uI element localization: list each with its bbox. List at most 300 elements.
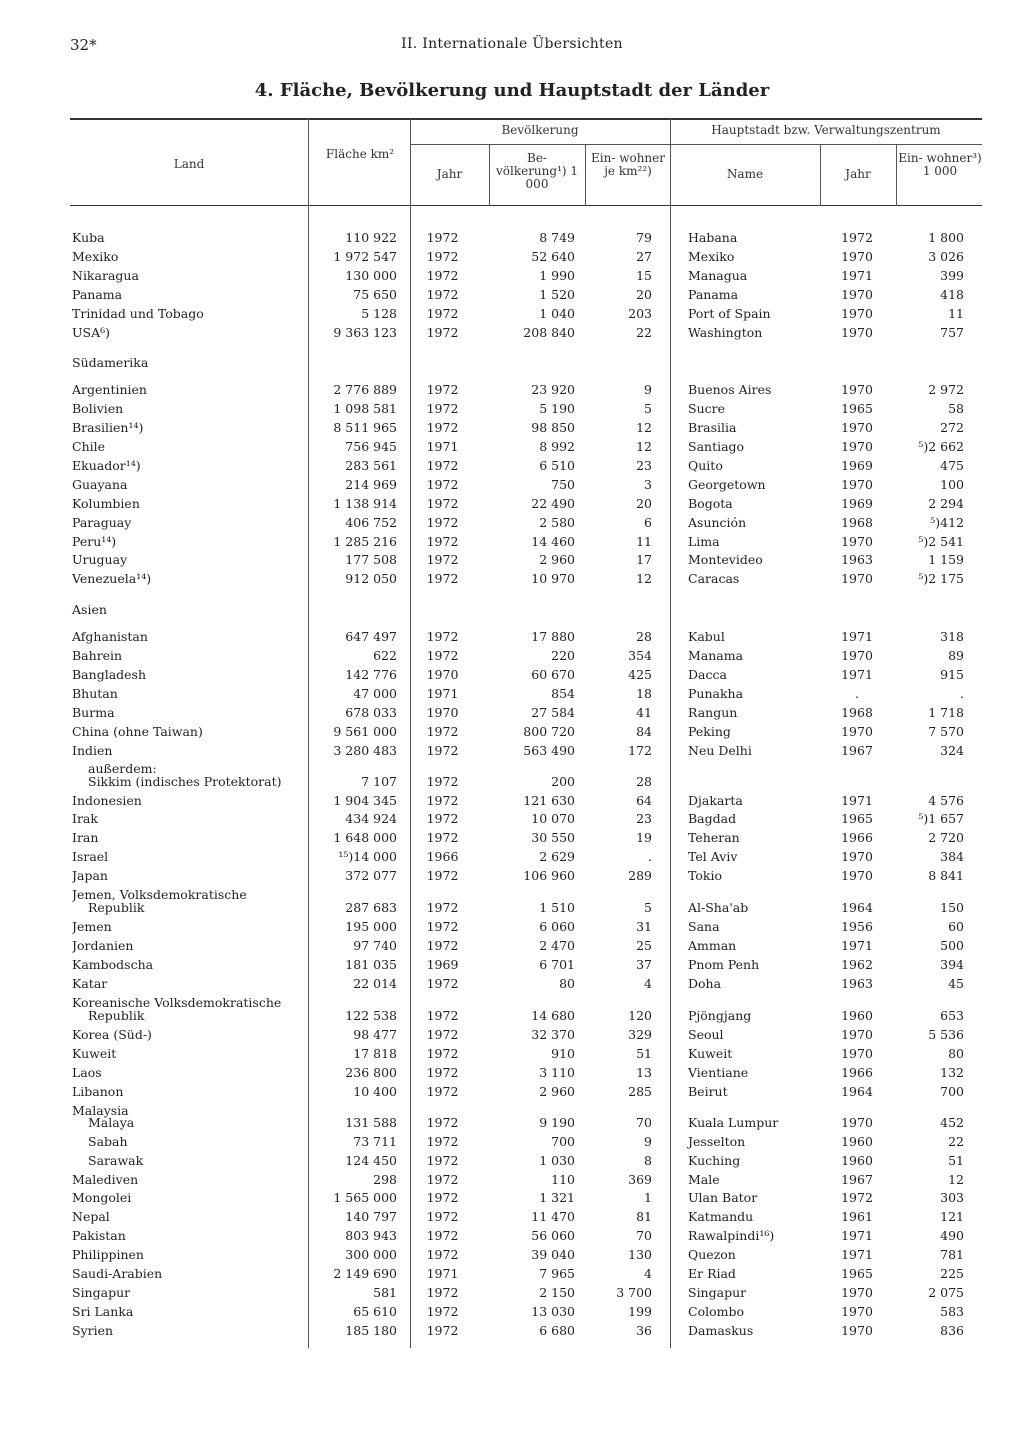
country-name: Kuweit	[72, 1045, 117, 1061]
table-row	[70, 686, 982, 705]
capital-population: 2 972	[928, 382, 964, 398]
population-thousands: 23 920	[531, 382, 575, 398]
population-thousands: 8 992	[539, 439, 575, 454]
population-year: 1972	[426, 773, 459, 789]
table-row	[70, 1304, 982, 1323]
table-row	[70, 458, 982, 477]
country-name: Saudi-Arabien	[72, 1266, 163, 1282]
density-per-km2: 27	[636, 248, 652, 264]
capital-population: 225	[940, 1266, 964, 1282]
table-row	[70, 724, 982, 743]
country-name: Kolumbien	[72, 495, 140, 511]
table-row	[70, 401, 982, 420]
country-name: Peru¹⁴)	[72, 533, 117, 549]
capital-name: Mexiko	[688, 248, 735, 264]
population-year: 1972	[426, 868, 459, 884]
header-flaeche: Fläche km²	[325, 147, 395, 161]
table-row	[70, 287, 982, 306]
country-name: Singapur	[72, 1284, 131, 1300]
area-km2: 912 050	[345, 571, 397, 587]
capital-population: 7 570	[928, 723, 964, 739]
density-per-km2: 17	[636, 552, 652, 568]
density-per-km2: 20	[636, 495, 652, 511]
area-km2: 75 650	[353, 286, 397, 302]
area-km2: 130 000	[345, 267, 397, 283]
area-km2: 1 285 216	[333, 533, 397, 549]
table-row	[70, 1323, 982, 1342]
population-thousands: 9 190	[539, 1114, 575, 1130]
country-name: Philippinen	[72, 1247, 144, 1263]
population-thousands: 2 960	[539, 552, 575, 568]
population-thousands: 563 490	[523, 742, 575, 758]
capital-year: 1966	[841, 830, 873, 846]
population-year: 1972	[426, 286, 459, 302]
country-name: Jemen, Volksdemokratische	[72, 887, 247, 903]
capital-population: 1 718	[928, 704, 964, 720]
country-name: Libanon	[72, 1083, 124, 1099]
population-year: 1972	[426, 230, 459, 245]
capital-population: 80	[948, 1045, 964, 1061]
capital-name: Beirut	[688, 1083, 728, 1099]
density-per-km2: 203	[628, 305, 652, 321]
area-km2: 756 945	[345, 439, 397, 454]
area-km2: 22 014	[353, 975, 397, 991]
capital-name: Amman	[688, 938, 737, 954]
table-row	[70, 571, 982, 590]
country-name: Brasilien¹⁴)	[72, 420, 144, 436]
area-km2: 17 818	[353, 1045, 397, 1061]
capital-name: Santiago	[688, 439, 745, 454]
population-thousands: 80	[559, 975, 575, 991]
table-row	[70, 439, 982, 458]
capital-name: Tel Aviv	[688, 849, 738, 865]
capital-name: Pnom Penh	[688, 957, 760, 972]
capital-population: 11	[948, 305, 964, 321]
density-per-km2: 3 700	[616, 1284, 652, 1300]
population-year: 1969	[426, 957, 459, 972]
capital-population: 2 720	[928, 830, 964, 846]
capital-population: 3 026	[928, 248, 964, 264]
capital-year: 1969	[841, 457, 873, 473]
table-row	[70, 1134, 982, 1153]
population-year: 1972	[426, 305, 459, 321]
country-name: Burma	[72, 704, 115, 720]
table-row	[70, 743, 982, 762]
area-km2: 1 972 547	[333, 248, 397, 264]
population-thousands: 1 990	[539, 267, 575, 283]
capital-year: 1970	[841, 533, 873, 549]
population-year: 1972	[426, 552, 459, 568]
population-year: 1972	[426, 1008, 459, 1024]
population-year: 1972	[426, 1284, 459, 1300]
country-name: Paraguay	[72, 514, 132, 530]
running-head: II. Internationale Übersichten	[401, 36, 623, 52]
country-name: Sri Lanka	[72, 1303, 134, 1319]
area-km2: 65 610	[353, 1303, 397, 1319]
density-per-km2: 15	[636, 267, 652, 283]
area-km2: 122 538	[345, 1008, 397, 1024]
population-year: 1972	[426, 382, 459, 398]
population-year: 1972	[426, 1190, 459, 1206]
density-per-km2: 28	[636, 773, 652, 789]
capital-year: 1968	[841, 704, 873, 720]
population-year: 1972	[426, 723, 459, 739]
density-per-km2: 5	[644, 401, 652, 417]
group-rule	[670, 144, 982, 145]
country-name: Bhutan	[72, 685, 118, 701]
capital-population: 100	[940, 476, 964, 492]
area-km2: 1 098 581	[333, 401, 397, 417]
country-name: Argentinien	[72, 382, 147, 398]
area-km2: 581	[373, 1284, 397, 1300]
population-thousands: 14 680	[531, 1008, 575, 1024]
area-km2: 97 740	[353, 938, 397, 954]
density-per-km2: 81	[636, 1209, 652, 1225]
population-thousands: 32 370	[531, 1026, 575, 1042]
col-divider	[585, 144, 586, 206]
population-year: 1972	[426, 919, 459, 935]
capital-name: Seoul	[688, 1026, 724, 1042]
table-row	[70, 515, 982, 534]
capital-year: 1968	[841, 514, 873, 530]
capital-year: 1970	[841, 868, 873, 884]
country-name: Mexiko	[72, 248, 119, 264]
density-per-km2: 36	[636, 1322, 652, 1338]
capital-year: 1971	[841, 629, 873, 645]
density-per-km2: 19	[636, 830, 652, 846]
capital-year: 1970	[841, 723, 873, 739]
capital-population: 915	[940, 666, 964, 682]
table-row	[70, 1065, 982, 1084]
capital-population: 12	[948, 1171, 964, 1187]
table-row	[70, 811, 982, 830]
area-km2: 185 180	[345, 1322, 397, 1338]
capital-population: 583	[940, 1303, 964, 1319]
capital-name: Brasilia	[688, 420, 737, 436]
density-per-km2: 9	[644, 1133, 652, 1149]
area-km2: 298	[373, 1171, 397, 1187]
population-thousands: 39 040	[531, 1247, 575, 1263]
capital-year: 1970	[841, 248, 873, 264]
area-km2: 8 511 965	[333, 420, 397, 436]
density-per-km2: 3	[644, 476, 652, 492]
population-year: 1972	[426, 1247, 459, 1263]
population-year: 1972	[426, 648, 459, 663]
table-row	[70, 667, 982, 686]
capital-name: Kuching	[688, 1152, 741, 1168]
capital-population: 89	[948, 648, 964, 663]
population-thousands: 2 629	[539, 849, 575, 865]
table-row	[70, 1247, 982, 1266]
capital-year: 1971	[841, 792, 873, 808]
capital-name: Buenos Aires	[688, 382, 772, 398]
capital-population: 22	[948, 1133, 964, 1149]
density-per-km2: 1	[644, 1190, 652, 1206]
population-year: 1966	[426, 849, 459, 865]
capital-name: Jesselton	[688, 1133, 746, 1149]
capital-year: 1970	[841, 476, 873, 492]
population-thousands: 7 965	[539, 1266, 575, 1282]
population-thousands: 10 970	[531, 571, 575, 587]
table-row	[70, 1266, 982, 1285]
capital-year: 1965	[841, 1266, 873, 1282]
population-thousands: 700	[551, 1133, 575, 1149]
density-per-km2: 285	[628, 1083, 652, 1099]
population-thousands: 10 070	[531, 811, 575, 827]
group-rule	[410, 144, 670, 145]
population-thousands: 6 680	[539, 1322, 575, 1338]
table-row	[70, 1046, 982, 1065]
table-row	[70, 629, 982, 648]
table-row	[70, 830, 982, 849]
capital-year: 1956	[841, 919, 873, 935]
capital-population: 303	[940, 1190, 964, 1206]
capital-name: Peking	[688, 723, 731, 739]
table-row	[70, 477, 982, 496]
population-thousands: 110	[551, 1171, 575, 1187]
capital-population: 781	[940, 1247, 964, 1263]
density-per-km2: 6	[644, 514, 652, 530]
country-name: Sikkim (indisches Protektorat)	[88, 773, 282, 789]
capital-year: 1970	[841, 1284, 873, 1300]
country-name: Malaya	[88, 1114, 135, 1130]
population-thousands: 220	[551, 648, 575, 663]
capital-year: 1971	[841, 267, 873, 283]
density-per-km2: 289	[628, 868, 652, 884]
country-name: China (ohne Taiwan)	[72, 723, 203, 739]
capital-population: 318	[940, 629, 964, 645]
table-row	[70, 919, 982, 938]
capital-population: 384	[940, 849, 964, 865]
capital-year: 1967	[841, 742, 873, 758]
capital-population: ⁵)1 657	[918, 811, 964, 827]
area-km2: 2 149 690	[333, 1266, 397, 1282]
country-name: Indonesien	[72, 792, 142, 808]
table-row	[70, 1209, 982, 1228]
capital-population: 394	[940, 957, 964, 972]
country-name: Ekuador¹⁴)	[72, 457, 141, 473]
density-per-km2: 22	[636, 324, 652, 340]
capital-name: Asunción	[688, 514, 747, 530]
area-km2: 9 561 000	[333, 723, 397, 739]
capital-population: 45	[948, 975, 964, 991]
capital-year: 1960	[841, 1008, 873, 1024]
country-name: Sabah	[88, 1133, 128, 1149]
population-year: 1972	[426, 1045, 459, 1061]
capital-population: 2 075	[928, 1284, 964, 1300]
population-year: 1972	[426, 1083, 459, 1099]
population-year: 1970	[426, 666, 459, 682]
population-year: 1972	[426, 1322, 459, 1338]
capital-name: Washington	[688, 324, 763, 340]
capital-name: Sucre	[688, 401, 725, 417]
capital-year: 1970	[841, 1303, 873, 1319]
capital-name: Djakarta	[688, 792, 743, 808]
capital-population: 490	[940, 1228, 964, 1244]
capital-population: 60	[948, 919, 964, 935]
capital-year: 1969	[841, 495, 873, 511]
table-row	[70, 420, 982, 439]
header-hauptstadt-group: Hauptstadt bzw. Verwaltungszentrum	[711, 123, 941, 137]
population-thousands: 106 960	[523, 868, 575, 884]
country-name: Bangladesh	[72, 666, 147, 682]
population-thousands: 8 749	[539, 230, 575, 245]
area-km2: 3 280 483	[333, 742, 397, 758]
country-name: Malediven	[72, 1171, 139, 1187]
capital-year: 1970	[841, 1322, 873, 1338]
area-km2: 181 035	[345, 957, 397, 972]
density-per-km2: 13	[636, 1064, 652, 1080]
capital-name: Rangun	[688, 704, 738, 720]
population-year: 1972	[426, 324, 459, 340]
capital-population: 272	[940, 420, 964, 436]
population-thousands: 3 110	[539, 1064, 575, 1080]
population-thousands: 6 510	[539, 457, 575, 473]
capital-population: ⁵)2 662	[918, 439, 964, 454]
population-year: 1972	[426, 1026, 459, 1042]
density-per-km2: 28	[636, 629, 652, 645]
table-row	[70, 957, 982, 976]
capital-population: 757	[940, 324, 964, 340]
table-row	[70, 1153, 982, 1172]
capital-population: 121	[940, 1209, 964, 1225]
capital-name: Colombo	[688, 1303, 744, 1319]
capital-name: Singapur	[688, 1284, 747, 1300]
area-km2: 1 138 914	[333, 495, 397, 511]
population-thousands: 13 030	[531, 1303, 575, 1319]
population-year: 1972	[426, 420, 459, 436]
table-row	[70, 994, 982, 1024]
density-per-km2: 12	[636, 420, 652, 436]
capital-year: 1963	[841, 552, 873, 568]
country-name: Bahrein	[72, 648, 123, 663]
table-header-rule	[70, 205, 982, 206]
capital-name: Tokio	[688, 868, 722, 884]
table-row	[70, 938, 982, 957]
table-row	[70, 249, 982, 268]
capital-population: 653	[940, 1008, 964, 1024]
area-km2: 287 683	[345, 900, 397, 916]
density-per-km2: 4	[644, 1266, 652, 1282]
population-thousands: 1 510	[539, 900, 575, 916]
capital-population: 8 841	[928, 868, 964, 884]
population-year: 1972	[426, 533, 459, 549]
population-thousands: 1 030	[539, 1152, 575, 1168]
table-row	[70, 1084, 982, 1103]
country-name: Pakistan	[72, 1228, 126, 1244]
population-year: 1971	[426, 439, 459, 454]
page-title: 4. Fläche, Bevölkerung und Hauptstadt der Länder	[254, 80, 770, 101]
page-number: 32*	[70, 36, 97, 54]
population-thousands: 27 584	[531, 704, 575, 720]
capital-year: 1971	[841, 666, 873, 682]
table-row	[70, 1172, 982, 1191]
capital-year: 1970	[841, 849, 873, 865]
capital-year: 1970	[841, 439, 873, 454]
country-name: Israel	[72, 849, 109, 865]
header-einwohner-km2: Ein- wohner je km²²)	[591, 151, 665, 178]
capital-year: 1970	[841, 305, 873, 321]
capital-year: 1964	[841, 1083, 873, 1099]
capital-year: 1970	[841, 648, 873, 663]
population-year: 1972	[426, 267, 459, 283]
capital-year: 1970	[841, 1026, 873, 1042]
capital-name: Vientiane	[688, 1064, 749, 1080]
capital-population: ⁵)2 175	[918, 571, 964, 587]
population-thousands: 1 321	[539, 1190, 575, 1206]
area-km2: 406 752	[345, 514, 397, 530]
area-km2: 1 565 000	[333, 1190, 397, 1206]
population-year: 1972	[426, 1209, 459, 1225]
capital-year: 1960	[841, 1133, 873, 1149]
country-name: Japan	[72, 868, 108, 884]
density-per-km2: 199	[628, 1303, 652, 1319]
table-row	[70, 325, 982, 344]
header-hs-jahr: Jahr	[845, 167, 871, 181]
area-km2: 124 450	[345, 1152, 397, 1168]
population-thousands: 22 490	[531, 495, 575, 511]
capital-population: 836	[940, 1322, 964, 1338]
population-year: 1972	[426, 495, 459, 511]
area-km2: 7 107	[361, 773, 397, 789]
population-year: 1972	[426, 571, 459, 587]
population-year: 1972	[426, 1303, 459, 1319]
density-per-km2: 12	[636, 439, 652, 454]
table-row	[70, 887, 982, 916]
capital-name: Rawalpindi¹⁶)	[688, 1228, 775, 1244]
country-name: Kambodscha	[72, 957, 154, 972]
capital-population: 1 800	[928, 230, 964, 245]
capital-population: 452	[940, 1114, 964, 1130]
table-row	[70, 705, 982, 724]
population-thousands: 800 720	[523, 723, 575, 739]
population-year: 1972	[426, 401, 459, 417]
density-per-km2: .	[648, 849, 652, 865]
area-km2: 434 924	[345, 811, 397, 827]
country-name: Chile	[72, 439, 106, 454]
population-thousands: 14 460	[531, 533, 575, 549]
density-per-km2: 425	[628, 666, 652, 682]
capital-name: Teheran	[688, 830, 740, 846]
capital-year: 1965	[841, 401, 873, 417]
capital-population: 324	[940, 742, 964, 758]
density-per-km2: 20	[636, 286, 652, 302]
capital-name: Sana	[688, 919, 720, 935]
area-km2: 98 477	[353, 1026, 397, 1042]
capital-name: Katmandu	[688, 1209, 754, 1225]
population-thousands: 910	[551, 1045, 575, 1061]
capital-population: 418	[940, 286, 964, 302]
capital-year: 1960	[841, 1152, 873, 1168]
country-name: Irak	[72, 811, 98, 827]
density-per-km2: 5	[644, 900, 652, 916]
table-row	[70, 849, 982, 868]
capital-year: 1970	[841, 286, 873, 302]
capital-population: .	[960, 685, 964, 701]
table-row	[70, 552, 982, 571]
area-km2: 214 969	[345, 476, 397, 492]
density-per-km2: 354	[628, 648, 652, 663]
population-year: 1972	[426, 830, 459, 846]
capital-year: 1962	[841, 957, 873, 972]
table-row	[70, 1228, 982, 1247]
population-thousands: 2 470	[539, 938, 575, 954]
density-per-km2: 64	[636, 792, 652, 808]
area-km2: 647 497	[345, 629, 397, 645]
density-per-km2: 172	[628, 742, 652, 758]
capital-year: 1970	[841, 382, 873, 398]
table-row	[70, 774, 982, 793]
